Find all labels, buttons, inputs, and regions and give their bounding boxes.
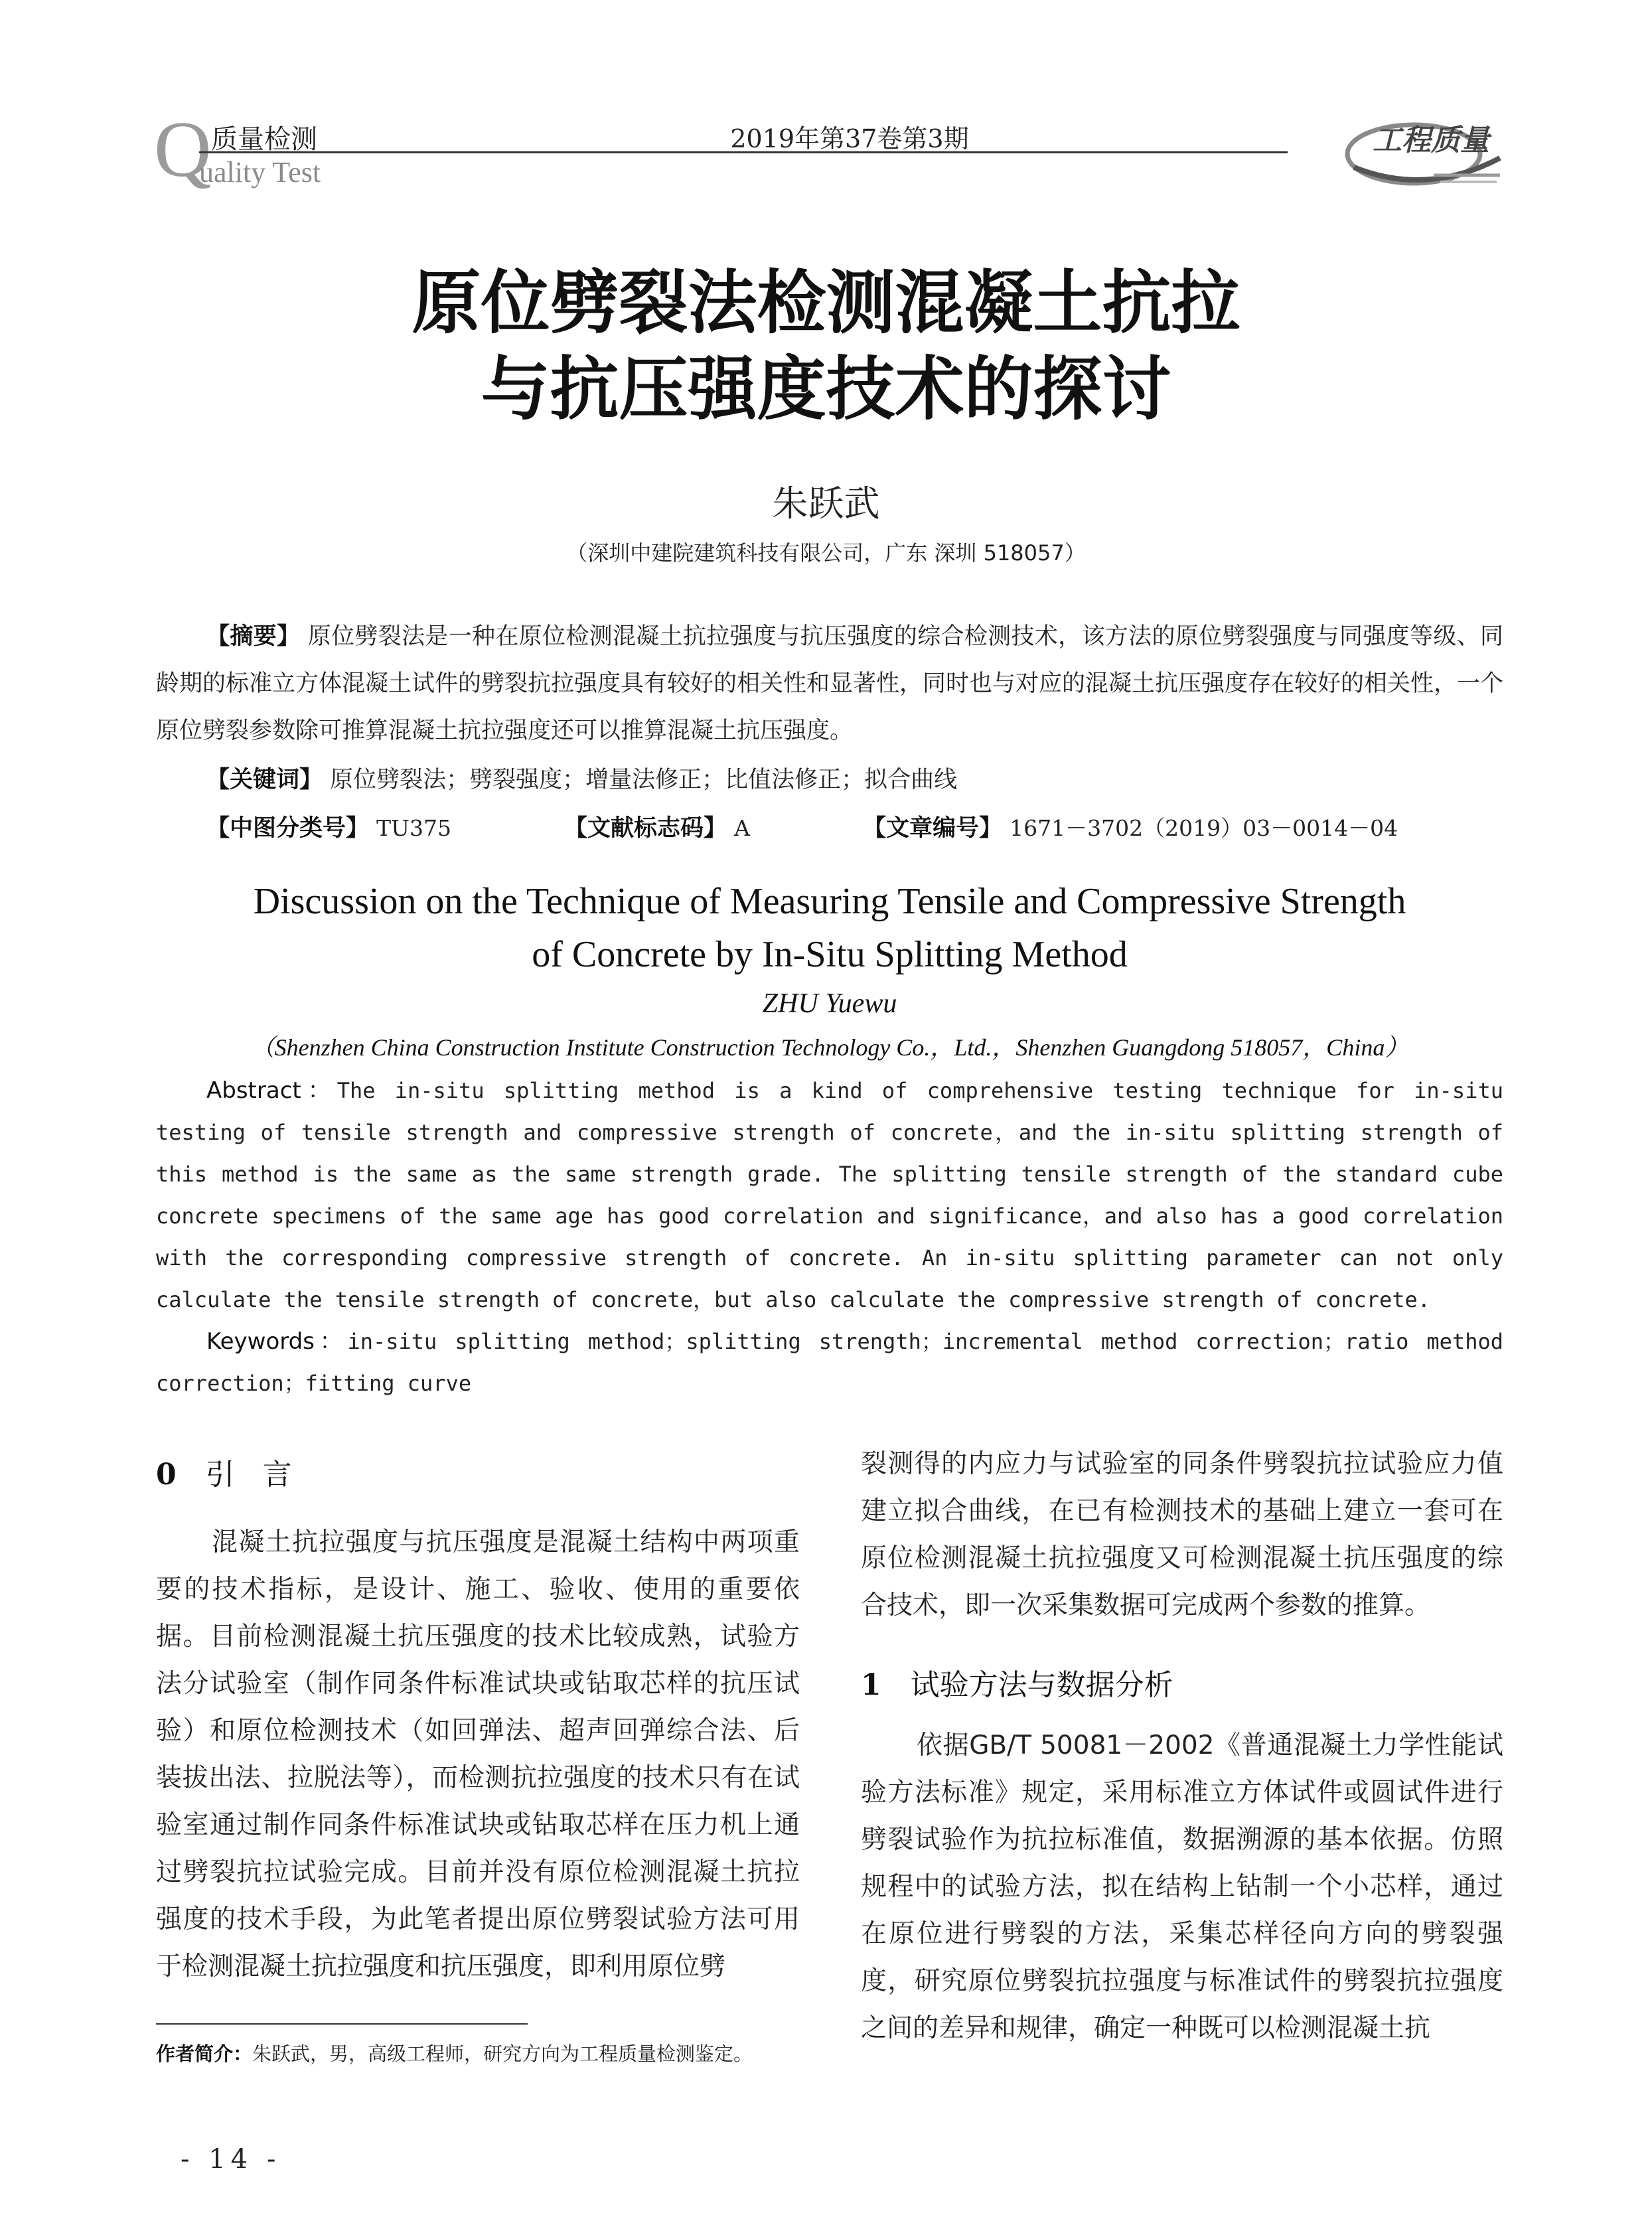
author-bio-footnote bbox=[156, 2039, 753, 2066]
page-number: - 14 - bbox=[181, 2144, 281, 2175]
section-1-heading bbox=[861, 1661, 1173, 1703]
journal-logo-letter: Q bbox=[154, 105, 212, 193]
keywords-en-label: Keywords： bbox=[206, 1328, 348, 1355]
section-1-title: 试验方法与数据分析 bbox=[910, 1668, 1173, 1702]
title-en-line-2: of Concrete by In-Situ Splitting Method bbox=[532, 934, 1128, 975]
journal-name-en: uality Test bbox=[199, 156, 321, 189]
article-number-value: 1671－3702（2019）03－0014－04 bbox=[1010, 815, 1398, 841]
section-0-title: 引言 bbox=[205, 1458, 320, 1492]
footnote-rule bbox=[156, 2023, 528, 2025]
title-en-line-1: Discussion on the Technique of Measuring Tensile and Compressive Strength bbox=[253, 881, 1406, 922]
article-number bbox=[863, 805, 1398, 852]
journal-name-cn: 质量检测 bbox=[211, 124, 317, 155]
keywords-en bbox=[156, 1321, 1503, 1405]
section-1-number: 1 bbox=[861, 1668, 881, 1702]
article-number-label: 【文章编号】 bbox=[863, 815, 1003, 842]
abstract-cn bbox=[156, 613, 1503, 755]
author-bio-label: 作者简介： bbox=[156, 2042, 253, 2065]
abstract-en-text: The in-situ splitting method is a kind of comprehensive testing technique for in-situ testing of tensile strength and compressive strength of concrete，and the in-situ splitting strength of this method is the same as the same strength grade. The splitting tensile strength of the standard cube concrete specimens of the same age has good correlation and significance，and also has a good correlation with the corresponding compressive strength of concrete. An in-situ splitting parameter can not only calculate the tensile strength of concrete，but also calculate the compressive strength of concrete. bbox=[156, 1078, 1503, 1312]
document-code-label: 【文献标志码】 bbox=[564, 815, 727, 842]
keywords-en-text: in-situ splitting method；splitting strength；incremental method correction；ratio method correction；fitting curve bbox=[156, 1329, 1503, 1396]
abstract-en-label: Abstract： bbox=[206, 1077, 337, 1104]
issue-info: 2019年第37卷第3期 bbox=[730, 124, 969, 153]
section-1-paragraph: 依据GB/T 50081－2002《普通混凝土力学性能试验方法标准》规定，采用标准立方体试件或圆试件进行劈裂试验作为抗拉标准值，数据溯源的基本依据。仿照规程中的试验方法，拟在结构上钻制一个小芯样，通过在原位进行劈裂的方法，采集芯样径向方向的劈裂强度，研究原位劈裂抗拉强度与标准试件的劈裂抗拉强度之间的差异和规律，确定一种既可以检测混凝土抗 bbox=[861, 1731, 1503, 2043]
affiliation-cn: （深圳中建院建筑科技有限公司，广东 深圳 518057） bbox=[566, 540, 1086, 566]
section-0-number: 0 bbox=[156, 1458, 177, 1492]
title-cn-line-1: 原位劈裂法检测混凝土抗拉 bbox=[412, 262, 1240, 343]
abstract-cn-text: 原位劈裂法是一种在原位检测混凝土抗拉强度与抗压强度的综合检测技术，该方法的原位劈裂强度与同强度等级、同龄期的标准立方体混凝土试件的劈裂抗拉强度具有较好的相关性和显著性，同时也与对应的混凝土抗压强度存在较好的相关性，一个原位劈裂参数除可推算混凝土抗拉强度还可以推算混凝土抗压强度。 bbox=[156, 623, 1504, 744]
section-0-heading bbox=[156, 1450, 320, 1493]
section-0-continuation: 裂测得的内应力与试验室的同条件劈裂抗拉试验应力值建立拟合曲线，在已有检测技术的基础上建立一套可在原位检测混凝土抗拉强度又可检测混凝土抗压强度的综合技术，即一次采集数据可完成两个参数的推算。 bbox=[861, 1449, 1503, 1620]
author-en: ZHU Yuewu bbox=[762, 988, 897, 1019]
document-code bbox=[564, 805, 750, 852]
logo-text: 工程质量 bbox=[1373, 123, 1489, 157]
document-code-value: A bbox=[734, 815, 750, 841]
author-bio-text: 朱跃武，男，高级工程师，研究方向为工程质量检测鉴定。 bbox=[252, 2042, 753, 2065]
author-cn: 朱跃武 bbox=[772, 483, 880, 524]
engineering-quality-logo bbox=[1334, 112, 1513, 191]
keywords-cn-text: 原位劈裂法；劈裂强度；增量法修正；比值法修正；拟合曲线 bbox=[330, 767, 958, 793]
abstract-cn-label: 【摘要】 bbox=[206, 623, 301, 650]
keywords-cn-label: 【关键词】 bbox=[206, 767, 323, 793]
clc-number bbox=[206, 805, 451, 852]
clc-value: TU375 bbox=[376, 815, 451, 841]
keywords-cn bbox=[206, 757, 957, 804]
abstract-en bbox=[156, 1070, 1503, 1321]
title-cn-line-2: 与抗压强度技术的探讨 bbox=[481, 348, 1171, 429]
clc-label: 【中图分类号】 bbox=[206, 815, 370, 842]
section-0-paragraph: 混凝土抗拉强度与抗压强度是混凝土结构中两项重要的技术指标，是设计、施工、验收、使用的重要依据。目前检测混凝土抗压强度的技术比较成熟，试验方法分试验室（制作同条件标准试块或钻取芯样的抗压试验）和原位检测技术（如回弹法、超声回弹综合法、后装拔出法、拉脱法等），而检测抗拉强度的技术只有在试验室通过制作同条件标准试块或钻取芯样在压力机上通过劈裂抗拉试验完成。目前并没有原位检测混凝土抗拉强度的技术手段，为此笔者提出原位劈裂试验方法可用于检测混凝土抗拉强度和抗压强度，即利用原位劈 bbox=[156, 1527, 800, 1981]
affiliation-en: （Shenzhen China Construction Institute Construction Technology Co.，Ltd.，Shenzhen Guangdong 518057，China） bbox=[250, 1034, 1409, 1061]
